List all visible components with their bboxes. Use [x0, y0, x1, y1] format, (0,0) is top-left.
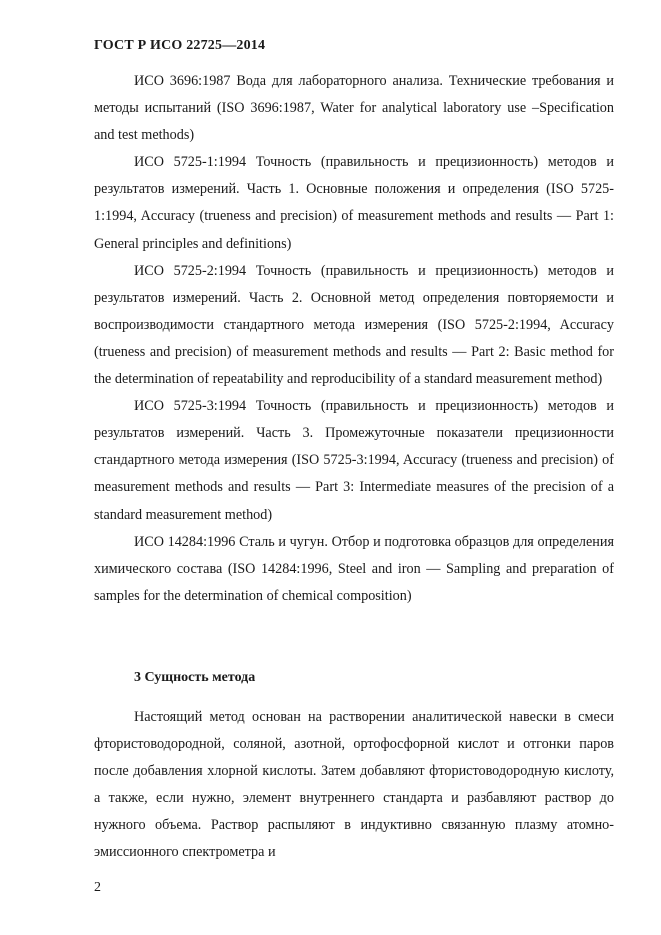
section-3-paragraph: Настоящий метод основан на растворении аналитической навески в смеси фтористоводородной, соляной, азотной, ортофосфорной кислот и отгонки паров после добавления хлорной кислоты. Затем добавляют фтористоводородную кислоту, а также, если нужно, элемент внутреннего стандарта и разбавляют раствор до нужного объема. Раствор распыляют в индуктивно связанную плазму атомно-эмиссионного спектрометра и — [94, 709, 614, 861]
reference-iso-5725-2: ИСО 5725-2:1994 Точность (правильность и прецизионность) методов и результатов измерений. Часть 2. Основной метод определения повторяемости и воспроизводимости стандартного метода измерения (ISO 5725-2:1994, Accuracy (trueness and precision) of measurement methods and results — Part 2: Basic method for the determination of repeatability and reproducibility of a standard measurement method) — [94, 262, 614, 388]
page-number: 2 — [94, 880, 101, 895]
reference-iso-3696: ИСО 3696:1987 Вода для лабораторного анализа. Технические требования и методы испытаний (ISO 3696:1987, Water for analytical laboratory use –Specification and test methods) — [94, 73, 614, 144]
reference-iso-5725-3: ИСО 5725-3:1994 Точность (правильность и прецизионность) методов и результатов измерений. Часть 3. Промежуточные показатели прецизионности стандартного метода измерения (ISO 5725-3:1994, Accuracy (trueness and precision) of measurement methods and results — Part 3: Intermediate measures of the precision of a standard measurement method) — [94, 398, 614, 523]
section-3-title: 3 Сущность метода — [134, 670, 256, 685]
reference-iso-14284: ИСО 14284:1996 Сталь и чугун. Отбор и подготовка образцов для определения химического состава (ISO 14284:1996, Steel and iron — Sampling and preparation of samples for the determination of chemical composition) — [94, 533, 614, 604]
normative-references — [94, 68, 614, 610]
section-3-body — [94, 704, 614, 867]
reference-iso-5725-1: ИСО 5725-1:1994 Точность (правильность и прецизионность) методов и результатов измерений. Часть 1. Основные положения и определения (ISO 5725-1:1994, Accuracy (trueness and precision) of measurement methods and results — Part 1: General principles and definitions) — [94, 154, 614, 252]
document-header: ГОСТ Р ИСО 22725—2014 — [94, 38, 266, 53]
